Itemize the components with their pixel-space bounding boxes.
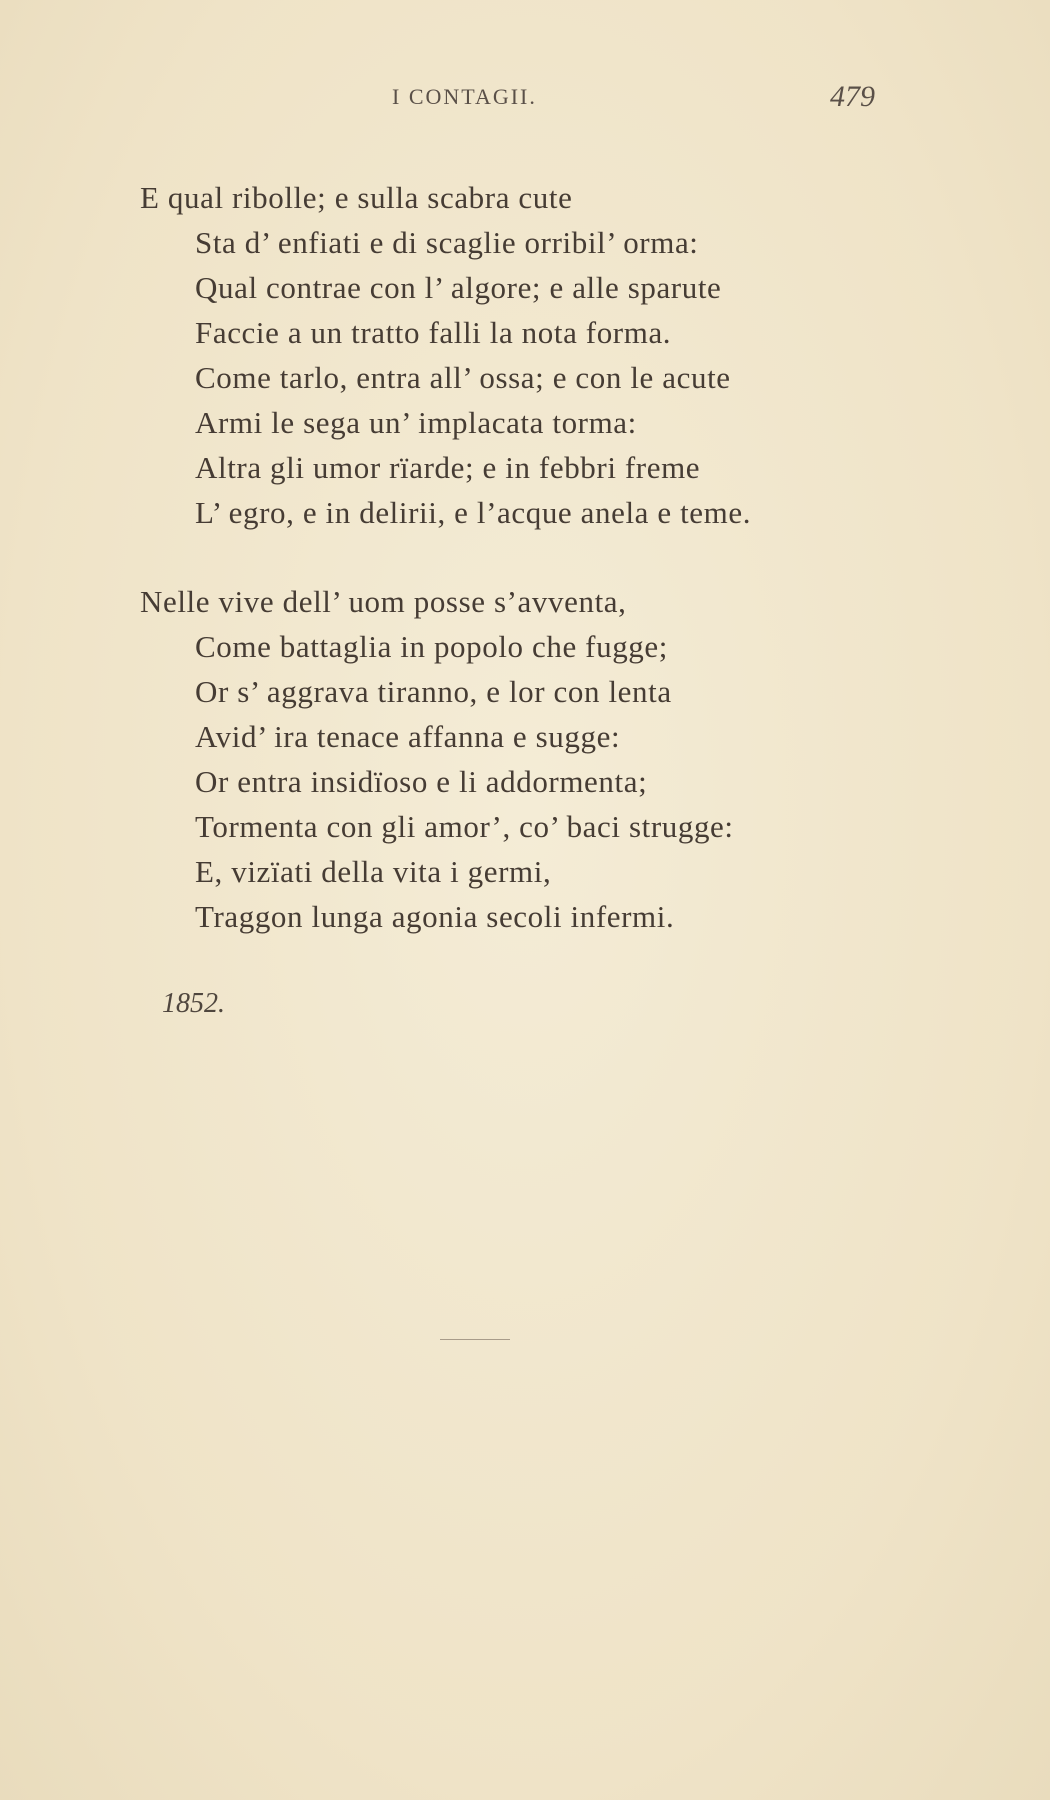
running-head: I CONTAGII. (392, 84, 537, 109)
verse-line: L’ egro, e in delirii, e l’acque anela e teme. (195, 495, 752, 530)
verse-line: Come tarlo, entra all’ ossa; e con le acute (195, 360, 731, 395)
verse-line: Or entra insidïoso e li addormenta; (195, 764, 648, 799)
page-header (0, 80, 1050, 120)
verse-line: Armi le sega un’ implacata torma: (195, 405, 637, 440)
poem-date: 1852. (162, 988, 225, 1019)
verse-line: Or s’ aggrava tiranno, e lor con lenta (195, 674, 672, 709)
section-divider (440, 1339, 510, 1340)
verse-line: Traggon lunga agonia secoli infermi. (195, 899, 675, 934)
verse-line: Avid’ ira tenace affanna e sugge: (195, 719, 621, 754)
page-number: 479 (830, 80, 875, 113)
verse-line: Nelle vive dell’ uom posse s’avventa, (140, 584, 627, 619)
verse-line: Sta d’ enfiati e di scaglie orribil’ orma: (195, 225, 699, 260)
verse-line: E, vizïati della vita i germi, (195, 854, 552, 889)
verse-line: Altra gli umor rïarde; e in febbri freme (195, 450, 701, 485)
verse-line: Faccie a un tratto falli la nota forma. (195, 315, 672, 350)
verse-line: E qual ribolle; e sulla scabra cute (140, 180, 573, 215)
verse-line: Qual contrae con l’ algore; e alle sparute (195, 270, 722, 305)
verse-line: Come battaglia in popolo che fugge; (195, 629, 668, 664)
verse-line: Tormenta con gli amor’, co’ baci strugge: (195, 809, 734, 844)
